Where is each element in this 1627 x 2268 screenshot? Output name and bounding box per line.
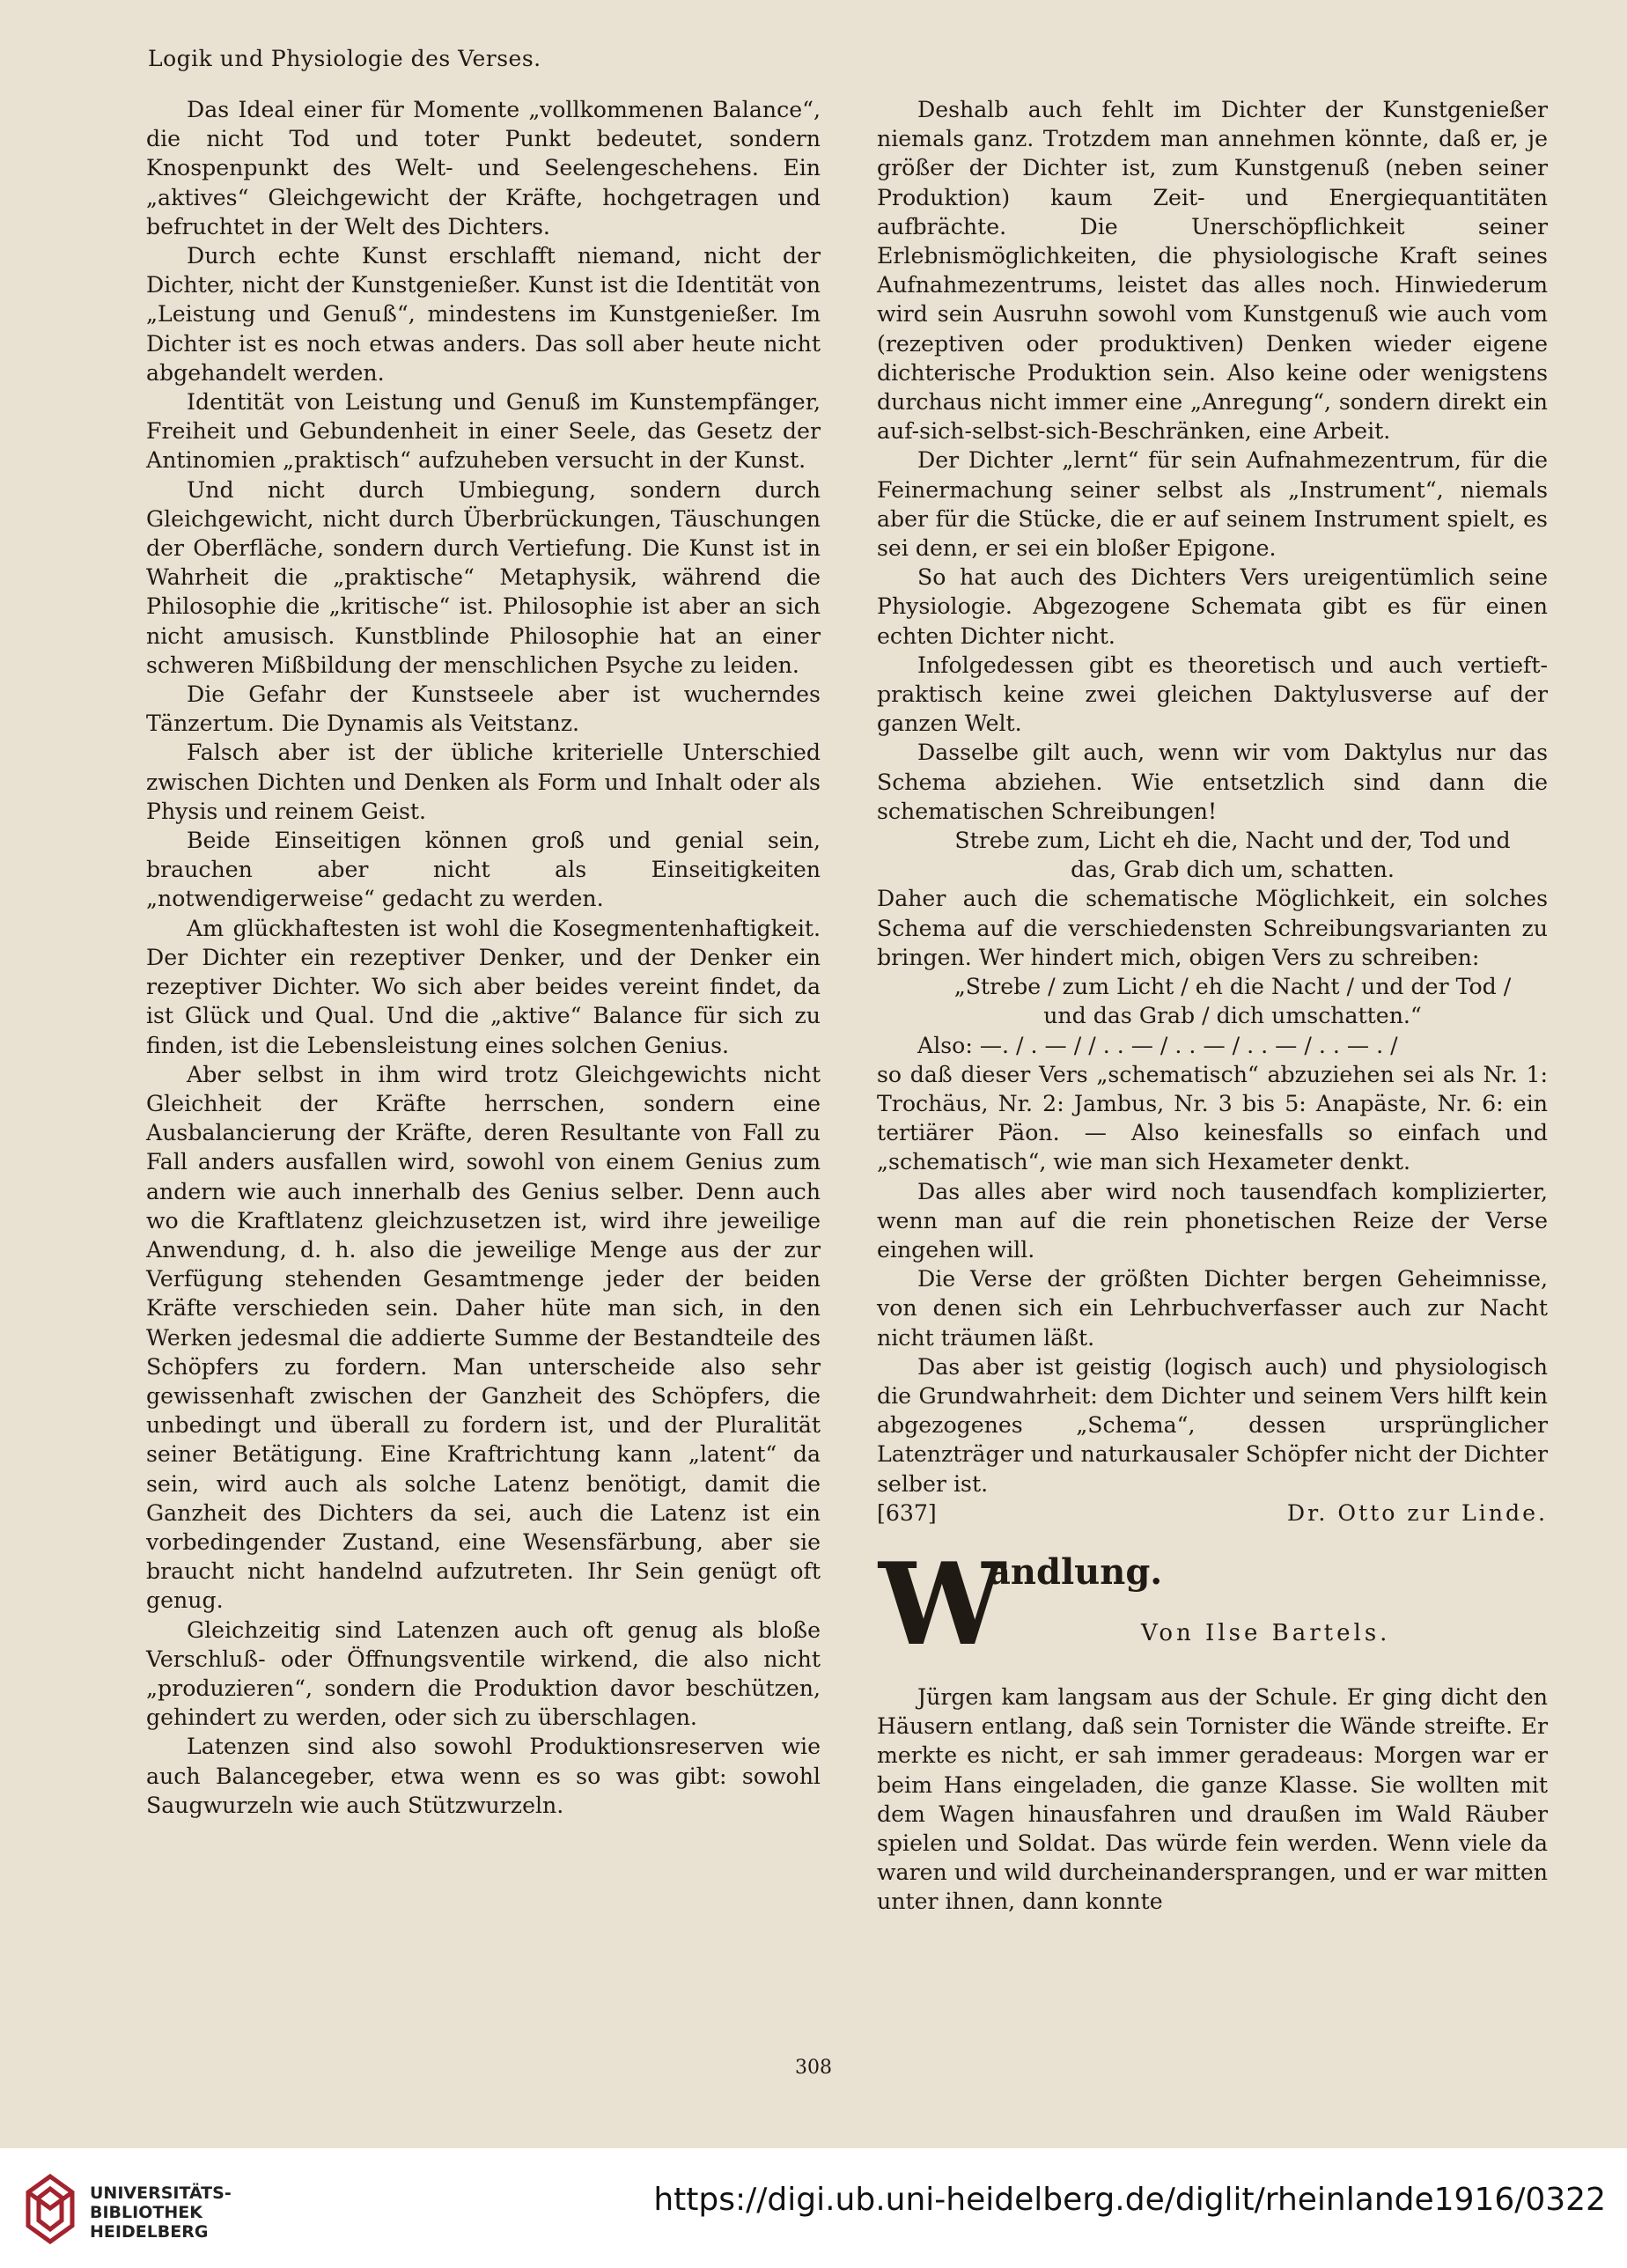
paragraph: So hat auch des Dichters Vers ureigentümlich seine Physiologie. Abgezogene Schemata gibt es für einen echten Dichter nicht. [877, 564, 1548, 649]
paragraph: Das alles aber wird noch tausendfach komplizierter, wenn man auf die rein phonetischen Reize der Verse eingehen will. [877, 1178, 1548, 1263]
reference-number: [637] [877, 1499, 937, 1526]
library-logo-icon[interactable] [25, 2173, 76, 2245]
story-byline: Von Ilse Bartels. [1141, 1619, 1391, 1646]
drop-cap-initial: W [879, 1538, 1005, 1671]
verse-line: und das Grab / dich umschatten.“ [1043, 1003, 1422, 1029]
paragraph: Infolgedessen gibt es theoretisch und auch vertieft-praktisch keine zwei gleichen Daktylusverse auf der ganzen Welt. [877, 652, 1548, 737]
library-name-line: HEIDELBERG [90, 2222, 209, 2242]
paragraph: Durch echte Kunst erschlafft niemand, nicht der Dichter, nicht der Kunstgenießer. Kunst ist die Identität von „Leistung und Genuß“, mindestens im Kunstgenießer. Im Dichter ist es noch etwas anders. Das soll aber heute nicht abgehandelt werden. [146, 243, 821, 386]
footer-bar [0, 2148, 1627, 2268]
paragraph: Latenzen sind also sowohl Produktionsreserven wie auch Balancegeber, etwa wenn es so was gibt: sowohl Saugwurzeln wie auch Stützwurzeln. [146, 1734, 821, 1818]
left-column [146, 95, 821, 1820]
right-column [877, 95, 1548, 1917]
paragraph: Die Verse der größten Dichter bergen Geheimnisse, von denen sich ein Lehrbuchverfasser auch zur Nacht nicht träumen läßt. [877, 1266, 1548, 1351]
author-signature: Dr. Otto zur Linde. [1286, 1499, 1548, 1526]
signature-line [877, 1498, 1548, 1528]
library-name-line: UNIVERSITÄTS- [90, 2183, 232, 2203]
paragraph: Jürgen kam langsam aus der Schule. Er ging dicht den Häusern entlang, daß sein Tornister die Wände streifte. Er merkte es nicht, er sah immer geradeaus: Morgen war er beim Hans eingeladen, die ganze Klasse. Sie wollten mit dem Wagen hinausfahren und draußen im Wald Räuber spielen und Soldat. Das würde fein werden. Wenn viele da waren und wild durcheinandersprangen, und er war mitten unter ihnen, dann konnte [877, 1683, 1548, 1915]
running-title: Logik und Physiologie des Verses. [148, 46, 541, 71]
paragraph: Das aber ist geistig (logisch auch) und physiologisch die Grundwahrheit: dem Dichter und seinem Vers hilft kein abgezogenes „Schema“, dessen ursprünglicher Latenzträger und naturkausaler Schöpfer nicht der Dichter selber ist. [877, 1353, 1548, 1497]
paragraph: Die Gefahr der Kunstseele aber ist wucherndes Tänzertum. Die Dynamis als Veitstanz. [146, 681, 821, 737]
verse-line: Strebe zum, Licht eh die, Nacht und der, Tod und [954, 828, 1511, 854]
verse-line: das, Grab dich um, schatten. [1071, 857, 1395, 883]
verse-line: „Strebe / zum Licht / eh die Nacht / und der Tod / [953, 974, 1512, 1000]
paragraph: Das Ideal einer für Momente „vollkommenen Balance“, die nicht Tod und toter Punkt bedeutet, sondern Knospenpunkt des Welt- und Seelengeschehens. Ein „aktives“ Gleichgewicht der Kräfte, hochgetragen und befruchtet in der Welt des Dichters. [146, 97, 821, 239]
paragraph: Falsch aber ist der übliche kriterielle Unterschied zwischen Dichten und Denken als Form und Inhalt oder als Physis und reinem Geist. [146, 740, 821, 824]
paragraph: Identität von Leistung und Genuß im Kunstempfänger, Freiheit und Gebundenheit in einer Seele, das Gesetz der Antinomien „praktisch“ aufzuheben versucht in der Kunst. [146, 389, 821, 474]
paragraph: Der Dichter „lernt“ für sein Aufnahmezentrum, für die Feinermachung seiner selbst als „Instrument“, niemals aber für die Stücke, die er auf seinem Instrument spielt, es sei denn, er sei ein bloßer Epigone. [877, 447, 1548, 562]
library-name [90, 2183, 232, 2242]
paragraph: so daß dieser Vers „schematisch“ abzuziehen sei als Nr. 1: Trochäus, Nr. 2: Jambus, Nr. 3 bis 5: Anapäste, Nr. 6: ein tertiärer Päon. — Also keinesfalls so einfach und „schematisch“, wie man sich Hexameter denkt. [877, 1061, 1548, 1175]
story-title: andlung. [988, 1550, 1163, 1593]
meter-notation: Also: —. / . — / / . . — / . . — / . . — / . . — . / [917, 1032, 1398, 1058]
page-number: 308 [795, 2057, 832, 2079]
paragraph: Beide Einseitigen können groß und genial sein, brauchen aber nicht als Einseitigkeiten „notwendigerweise“ gedacht zu werden. [146, 828, 821, 912]
paragraph: Und nicht durch Umbiegung, sondern durch Gleichgewicht, nicht durch Überbrückungen, Täuschungen der Oberfläche, sondern durch Vertiefung. Die Kunst ist in Wahrheit die „praktische“ Metaphysik, während die Philosophie die „kritische“ ist. Philosophie ist aber an sich nicht amusisch. Kunstblinde Philosophie hat an einer schweren Mißbildung der menschlichen Psyche zu leiden. [146, 476, 821, 678]
library-name-line: BIBLIOTHEK [90, 2203, 202, 2222]
paragraph: Deshalb auch fehlt im Dichter der Kunstgenießer niemals ganz. Trotzdem man annehmen könnte, daß er, je größer der Dichter ist, zum Kunstgenuß (neben seiner Produktion) kaum Zeit- und Energiequantitäten aufbrächte. Die Unerschöpflichkeit seiner Erlebnismöglichkeiten, die physiologische Kraft seines Aufnahmezentrums, leistet das alles noch. Hinwiederum wird sein Ausruhn sowohl vom Kunstgenuß wie auch vom (rezeptiven oder produktiven) Denken wieder eigene dichterische Produktion sein. Also keine oder wenigstens durchaus nicht immer eine „Anregung“, sondern direkt ein auf-sich-selbst-sich-Beschränken, eine Arbeit. [877, 97, 1548, 445]
paragraph: Dasselbe gilt auch, wenn wir vom Daktylus nur das Schema abziehen. Wie entsetzlich sind dann die schematischen Schreibungen! [877, 740, 1548, 824]
paragraph: Am glückhaftesten ist wohl die Kosegmentenhaftigkeit. Der Dichter ein rezeptiver Denker, und der Denker ein rezeptiver Dichter. Wo sich aber beides vereint findet, da ist Glück und Qual. Und die „aktive“ Balance für sich zu finden, ist die Lebensleistung eines solchen Genius. [146, 915, 821, 1058]
source-url-link[interactable]: https://digi.ub.uni-heidelberg.de/diglit/rheinlande1916/0322 [653, 2182, 1606, 2218]
story-heading [877, 1538, 1548, 1671]
paragraph: Gleichzeitig sind Latenzen auch oft genug als bloße Verschluß- oder Öffnungsventile wirkend, die also nicht „produzieren“, sondern die Produktion davor beschützen, gehindert zu werden, oder sich zu überschlagen. [146, 1616, 821, 1731]
paragraph: Daher auch die schematische Möglichkeit, ein solches Schema auf die verschiedensten Schreibungsvarianten zu bringen. Wer hindert mich, obigen Vers zu schreiben: [877, 886, 1548, 970]
paragraph: Aber selbst in ihm wird trotz Gleichgewichts nicht Gleichheit der Kräfte herrschen, sondern eine Ausbalancierung der Kräfte, deren Resultante von Fall zu Fall anders ausfallen wird, sowohl von einem Genius zum andern wie auch innerhalb des Genius selber. Denn auch wo die Kraftlatenz gleichzusetzen ist, wird ihre jeweilige Anwendung, d. h. also die jeweilige Menge aus der zur Verfügung stehenden Gesamtmenge jeder der beiden Kräfte verschieden sein. Daher hüte man sich, in den Werken jedesmal die addierte Summe der Bestandteile des Schöpfers zu fordern. Man unterscheide also sehr gewissenhaft zwischen der Ganzheit des Schöpfers, die unbedingt und überall zu fordern ist, und der Pluralität seiner Betätigung. Eine Kraftrichtung kann „latent“ da sein, wird auch als solche Latenz benötigt, damit die Ganzheit des Dichters da sei, auch die Latenz ist ein vorbedingender Zustand, eine Wesensfärbung, aber sie braucht nicht handelnd aufzutreten. Ihr Sein genügt oft genug. [146, 1061, 821, 1614]
